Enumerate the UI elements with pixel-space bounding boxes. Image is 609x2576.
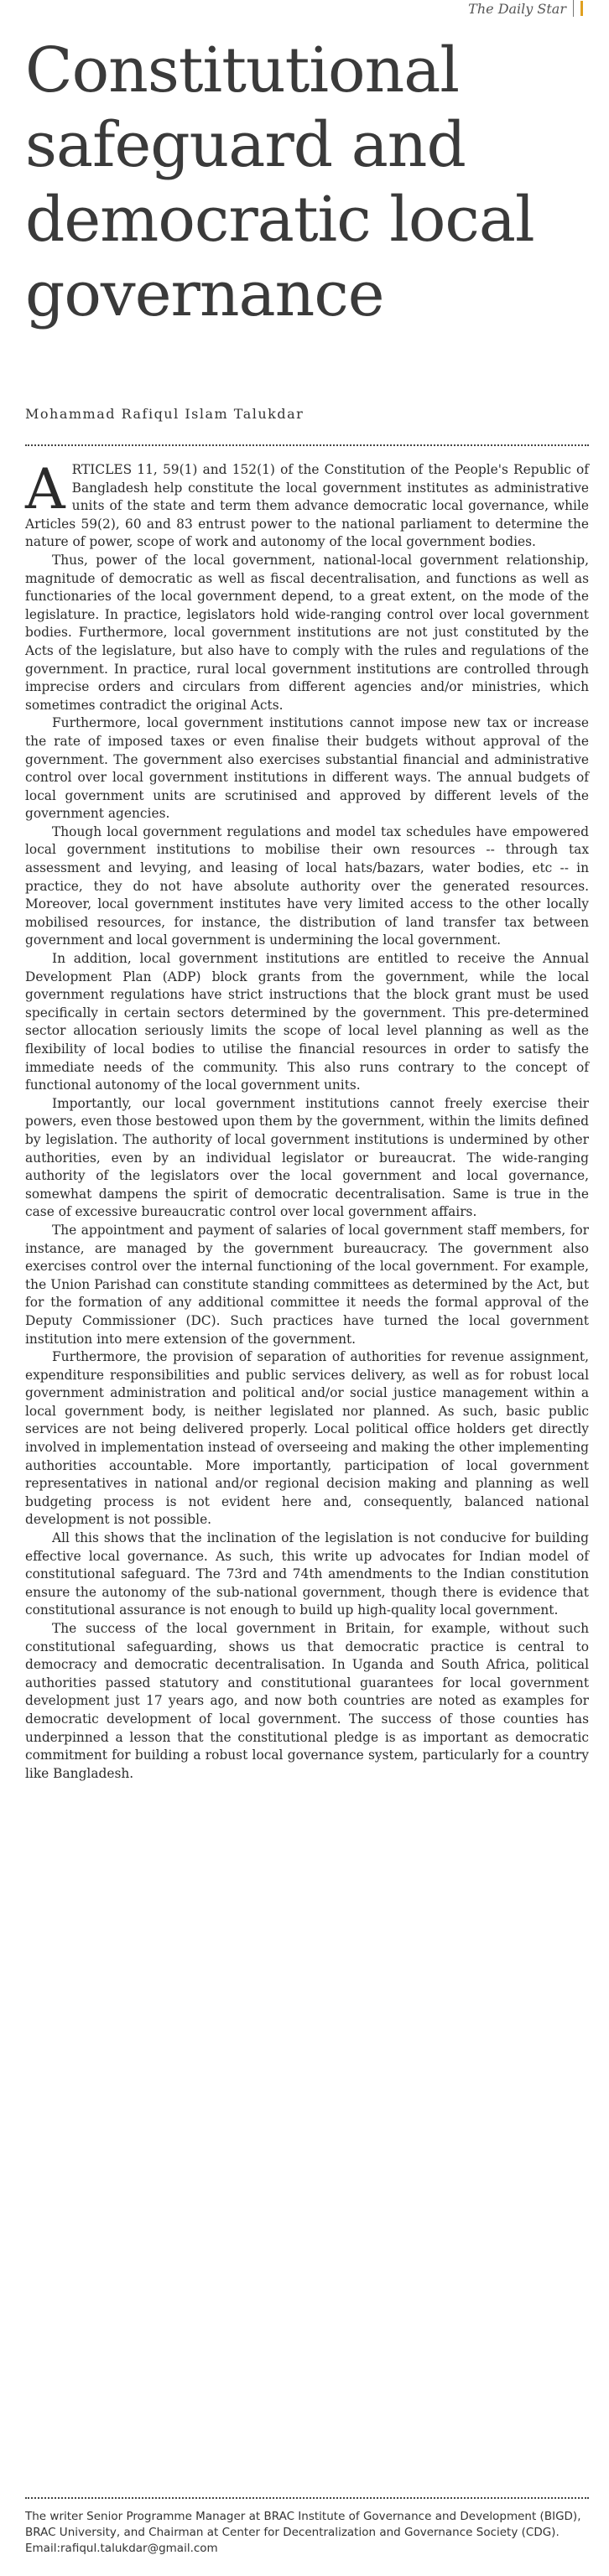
article-paragraph: All this shows that the inclination of the legislation is not conducive for building effective local governance. As such, this write up advocates for Indian model of constitutional safeguard. The 73rd and 74th amendments to the Indian constitution ensure the autonomy of the sub-national government, though there is evidence that constitutional assurance is not enough to build up high-quality local government. — [25, 1530, 589, 1618]
article-paragraph: Furthermore, local government institutions cannot impose new tax or increase the rate of imposed taxes or even finalise their budgets without approval of the government. The government also exercises substantial financial and administrative control over local government institutions in different ways. The annual budgets of local government units are scrutinised and approved by different levels of the government agencies. — [25, 715, 589, 822]
article-paragraph: The success of the local government in Britain, for example, without such constitutional safeguarding, shows us that democratic practice is central to democracy and democratic decentralisation. In Uganda and South Africa, political authorities passed statutory and constitutional guarantees for local government development just 17 years ago, and now both countries are noted as examples for democratic development of local government. The success of those counties has underpinned a lesson that the constitutional pledge is as important as democratic commitment for building a robust local governance system, particularly for a country like Bangladesh. — [25, 1621, 589, 1781]
article-paragraph: Importantly, our local government institutions cannot freely exercise their powers, even those bestowed upon them by the government, within the limits defined by legislation. The authority of local government institutions is undermined by other authorities, even by an individual legislator or bureaucrat. The wide-ranging authority of the legislators over the local government and local governance, somewhat dampens the spirit of democratic decentralisation. Same is true in the case of excessive bureaucratic control over local government affairs. — [25, 1095, 589, 1220]
masthead — [468, 0, 589, 17]
byline — [25, 406, 304, 422]
masthead-accent-mark — [580, 1, 589, 16]
drop-cap: A — [25, 457, 65, 522]
article-paragraph — [25, 457, 589, 552]
article-paragraph: Though local government regulations and model tax schedules have empowered local government institutions to mobilise their own resources -- through tax assessment and levying, and leasing of local hats/bazars, water bodies, etc -- in practice, they do not have absolute authority over the generated resources. Moreover, local government institutes have very limited access to the other locally mobilised resources, for instance, the distribution of land transfer tax between government and local government is undermining the local government. — [25, 823, 589, 948]
dotted-divider-top — [25, 444, 589, 446]
paragraph-text: RTICLES 11, 59(1) and 152(1) of the Constitution of the People's Republic of Bangladesh help constitute the local government institutes as administrative units of the state and term them advance democratic local governance, while Articles 59(2), 60 and 83 entrust power to the national parliament to determine the nature of power, scope of work and autonomy of the local government bodies. — [25, 462, 589, 550]
article-paragraph: The appointment and payment of salaries of local government staff members, for instance, are managed by the government bureaucracy. The government also exercises control over the internal functioning of the local government. For example, the Union Parishad can constitute standing committees as determined by the Act, but for the formation of any additional committee it needs the formal approval of the Deputy Commissioner (DC). Such practices have turned the local government institution into mere extension of the government. — [25, 1222, 589, 1347]
headline: Constitutional safeguard and democratic local governance — [25, 34, 534, 330]
article-paragraph: In addition, local government institutions are entitled to receive the Annual Development Plan (ADP) block grants from the government, while the local government regulations have strict instructions that the block grant must be used specifically in certain sectors determined by the government. This pre-determined sector allocation seriously limits the scope of local level planning as well as the flexibility of local bodies to utilise the financial resources in order to satisfy the immediate needs of the community. This also runs contrary to the concept of functional autonomy of the local government units. — [25, 951, 589, 1093]
newspaper-name: The Daily Star — [468, 0, 566, 17]
dotted-divider-bottom — [25, 2497, 589, 2499]
article-paragraph: Thus, power of the local government, national-local government relationship, magnitude of democratic as well as fiscal decentralisation, and functions as well as functionaries of the local government depend, to a great extent, on the mode of the legislature. In practice, legislators hold wide-ranging control over local government bodies. Furthermore, local government institutions are not just constituted by the Acts of the legislature, but also have to comply with the rules and regulations of the government. In practice, rural local government institutions are controlled through imprecise orders and circulars from different agencies and/or ministries, which sometimes contradict the original Acts. — [25, 552, 589, 713]
author-name: Mohammad Rafiqul Islam Talukdar — [25, 406, 304, 422]
author-footnote: The writer Senior Programme Manager at BRAC Institute of Governance and Development (BIGD), BRAC University, and Chairman at Center for Decentralization and Governance Society (CDG). Email:rafiqul.talukdar@gmail.com — [25, 2510, 581, 2555]
masthead-divider — [573, 0, 574, 17]
article-paragraph: Furthermore, the provision of separation of authorities for revenue assignment, expenditure responsibilities and public services delivery, as well as for robust local government administration and political and/or social justice management within a local government body, is neither legislated nor planned. As such, basic public services are not being delivered properly. Local political office holders get directly involved in implementation instead of overseeing and making the other implementing authorities accountable. More importantly, participation of local government representatives in national and/or regional decision making and planning as well budgeting process is not evident here and, consequently, balanced national development is not possible. — [25, 1349, 589, 1528]
article-body — [25, 457, 589, 1783]
